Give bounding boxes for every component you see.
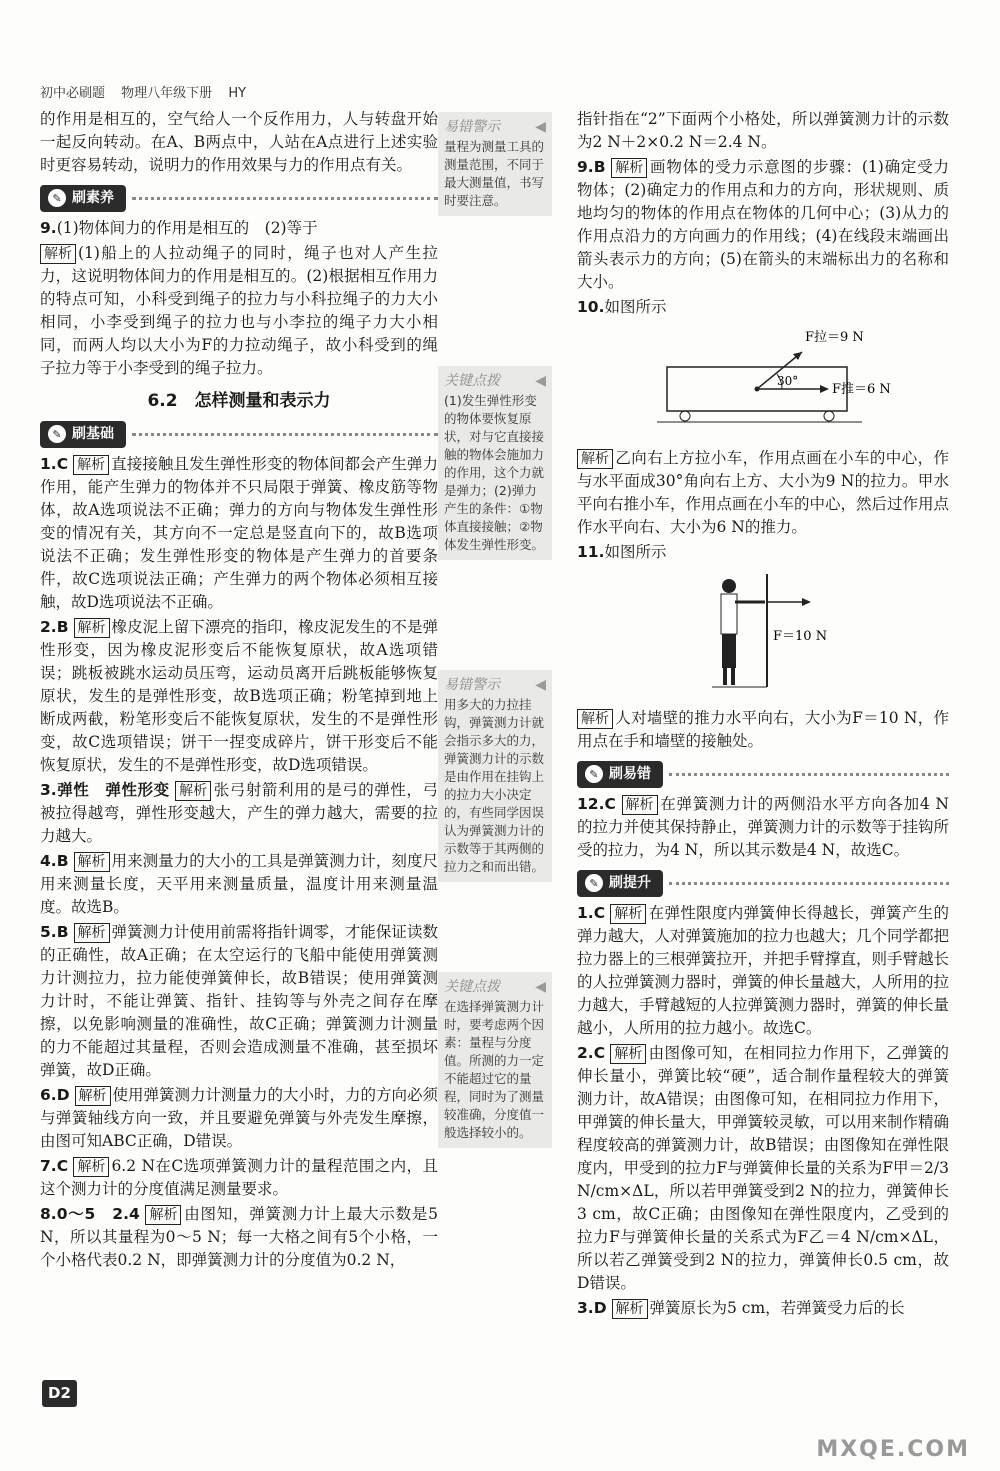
list-item: 3.弹性 弹性形变 解析 张弓射箭利用的是弓的弹性，弓被拉得越弯，弹性形变越大，产生的弹力越大，需要的拉力越大。 — [40, 781, 438, 845]
list-item: 5.B 解析 弹簧测力计使用前需将指针调零，才能保证读数的正确性，故A正确；在太空运行的飞船中能使用弹簧测力计测拉力，拉力能使弹簧伸长，故B错误；使用弹簧测力计时，不能让弹簧、指针、挂钩等与外壳之间存在摩擦，以免影响测量的准确性，故C正确；弹簧测力计测量的力不能超过其量程，否则会造成测量不准确，甚至损坏弹簧，故D正确。 — [40, 923, 438, 1079]
force-label: F＝10 N — [773, 629, 828, 644]
question-10: 10.如图所示 — [577, 298, 667, 316]
list-item: 1.C 解析 直接接触且发生弹性形变的物体间都会产生弹力作用，能产生弹力的物体并不只局限于弹簧、橡皮筋等物体，故A选项说法不正确；弹力的方向与物体发生弹性形变的情况有关，其方向不一定总是竖直向下的，故B选项说法不正确；发生弹性形变的物体是产生弹力的首要条件，故C选项说法正确；产生弹力的两个物体必须相互接触，故D选项说法不正确。 — [40, 455, 438, 611]
watermark: MXQE.COM — [816, 1437, 970, 1462]
banner-yicuo: ✎ 刷易错 — [577, 761, 949, 787]
arrow-left-icon: ◀ — [535, 119, 546, 135]
list-item: 8.0～5 2.4 解析 由图知，弹簧测力计上最大示数是5 N，所以其量程为0～5 N；每一大格之间有5个小格，一个小格代表0.2 N，即弹簧测力计的分度值为0.2 N， — [40, 1205, 438, 1269]
list-item: 4.B 解析 用来测量力的大小的工具是弹簧测力计，刻度尺用来测量长度，天平用来测量质量，温度计用来测量温度。故选B。 — [40, 852, 438, 916]
wall-push-figure — [577, 572, 949, 699]
list-item: 7.C 解析 6.2 N在C选项弹簧测力计的量程范围之内，且这个测力计的分度值满足测量要求。 — [40, 1157, 438, 1198]
list-item: 2.B 解析 橡皮泥上留下漂亮的指印，橡皮泥发生的不是弹性形变，因为橡皮泥形变后不能恢复原状，故A选项错误；跳板被跳水运动员压弯，运动员离开后跳板能够恢复原状，发生的是弹性形变，故B选项正确；粉笔掉到地上断成两截，粉笔形变后不能恢复原状，发生的不是弹性形变，故C选项错误；饼干一捏变成碎片，饼干形变后不能恢复原状，发生的不是弹性形变，故D选项错误。 — [40, 618, 438, 774]
angle-label: 30° — [777, 374, 799, 388]
tip-box: 关键点拨 ◀ 在选择弹簧测力计时，要考虑两个因素：量程与分度值。所测的力一定不能超过它的量程，同时为了测量较准确，分度值一般选择较小的。 — [438, 972, 552, 1148]
arrow-left-icon: ◀ — [535, 979, 546, 995]
question-9: 9.(1)物体间力的作用是相互的 (2)等于 — [40, 219, 318, 237]
pull-force-label: F拉＝9 N — [805, 330, 864, 345]
subject-title: 物理八年级下册 — [121, 86, 213, 101]
intro-text: 的作用是相互的，空气给人一个反作用力，人与转盘开始一起反向转动。在A、B两点中，人站在A点进行上述实验时更容易转动，说明力的作用效果与力的作用点有关。 — [40, 110, 438, 174]
arrow-left-icon: ◀ — [535, 677, 546, 693]
tips-column — [438, 112, 552, 1166]
basic-items — [40, 453, 438, 1272]
banner-tisheng: ✎ 刷提升 — [577, 870, 949, 896]
pen-icon: ✎ — [585, 874, 603, 892]
question-9b: 9.B 解析 画物体的受力示意图的步骤：(1)确定受力物体；(2)确定力的作用点和力的方向，形状规则、质地均匀的物体的作用点在物体的几何中心；(3)从力的作用点沿力的方向画力的作用线；(4)在线段末端画出箭头表示力的方向；(5)在箭头的末端标出力的名称和大小。 — [577, 158, 949, 291]
cart-force-figure — [577, 327, 949, 439]
book-title: 初中必刷题 — [40, 86, 106, 101]
continued-text: 指针指在“2”下面两个小格处，所以弹簧测力计的示数为2 N＋2×0.2 N＝2.4 N。 — [577, 110, 949, 151]
pen-icon: ✎ — [48, 425, 66, 443]
tip-box: 关键点拨 ◀ (1)发生弹性形变的物体要恢复原状，对与它直接接触的物体会施加力的作用，这个力就是弹力；(2)弹力产生的条件：①物体直接接触；②物体发生弹性形变。 — [438, 366, 552, 560]
upgrade-question-3: 3.D 解析 弹簧原长为5 cm，若弹簧受力后的长 — [577, 1299, 905, 1317]
arrow-left-icon: ◀ — [535, 373, 546, 389]
tip-box: 易错警示 ◀ 用多大的力拉挂钩，弹簧测力计就会指示多大的力，弹簧测力计的示数是由作用在挂钩上的拉力大小决定的，有些同学因误认为弹簧测力计的示数等于其两侧的拉力之和而出错。 — [438, 670, 552, 882]
question-11-analysis: 解析 人对墙壁的推力水平向右，大小为F＝10 N，作用点在手和墙壁的接触处。 — [577, 709, 949, 750]
page-number: D2 — [42, 1380, 77, 1407]
section-title: 6.2 怎样测量和表示力 — [147, 391, 331, 411]
upgrade-question-2: 2.C 解析 由图像可知，在相同拉力作用下，乙弹簧的伸长量小，弹簧比较“硬”，适合制作量程较大的弹簧测力计，故A错误；由图像可知，在相同拉力作用下，甲弹簧的伸长量大，甲弹簧较灵敏，可以用来制作精确程度较高的弹簧测力计，故B错误；由图像知在弹性限度内，甲受到的拉力F与弹簧伸长量的关系为F甲＝2/3 N/cm×ΔL，所以若甲弹簧受到2 N的拉力，弹簧伸长3 cm，故C正确；由图像知在弹性限度内，乙受到的拉力F与弹簧伸长量的关系式为F乙＝4 N/cm×ΔL，所以若乙弹簧受到2 N的拉力，弹簧伸长0.5 cm，故D错误。 — [577, 1044, 950, 1292]
upgrade-question-1: 1.C 解析 在弹性限度内弹簧伸长得越长，弹簧产生的弹力越大，人对弹簧施加的拉力也越大；几个同学都把拉力器上的三根弹簧拉开，并把手臂撑直，则手臂越长的人拉弹簧测力器时，弹簧的伸长量越大，人所用的拉力越大，手臂越短的人拉弹簧测力器时，弹簧的伸长量越小，人所用的拉力越小。故选C。 — [577, 904, 950, 1037]
edition-label: HY — [228, 86, 247, 101]
tip-box: 易错警示 ◀ 量程为测量工具的测量范围，不同于最大测量值，书写时要注意。 — [438, 112, 552, 216]
question-12: 12.C 解析 在弹簧测力计的两侧沿水平方向各加4 N的拉力并使其保持静止，弹簧测力计的示数等于挂钩所受的拉力，为4 N，所以其示数是4 N，故选C。 — [577, 795, 950, 859]
push-force-label: F推＝6 N — [832, 382, 891, 397]
pen-icon: ✎ — [585, 765, 603, 783]
page-header — [40, 82, 258, 105]
pen-icon: ✎ — [48, 189, 66, 207]
question-9-analysis: 解析 (1)船上的人拉动绳子的同时，绳子也对人产生拉力，这说明物体间力的作用是相互的。(2)根据相互作用力的特点可知，小科受到绳子的拉力与小科拉绳子的力大小相同，小李受到绳子的拉力也与小李拉的绳子力大小相同，而两人均以大小为F的力拉动绳子，故小科受到的绳子拉力等于小李受到的绳子拉力。 — [40, 244, 438, 377]
right-column — [577, 108, 949, 1320]
question-11: 11.如图所示 — [577, 543, 667, 561]
question-10-analysis: 解析 乙向右上方拉小车，作用点画在小车的中心，作与水平面成30°角向右上方、大小为9 N的拉力。甲水平向右推小车，作用点画在小车的中心，然后过作用点作水平向右、大小为6 N的推力。 — [577, 449, 950, 536]
banner-jichu: ✎ 刷基础 — [40, 421, 438, 447]
banner-suyang: ✎ 刷素养 — [40, 185, 438, 211]
left-column — [40, 108, 438, 1272]
list-item: 6.D 解析 使用弹簧测力计测量力的大小时，力的方向必须与弹簧轴线方向一致，并且要避免弹簧与外壳发生摩擦，由图可知ABC正确，D错误。 — [40, 1086, 439, 1150]
